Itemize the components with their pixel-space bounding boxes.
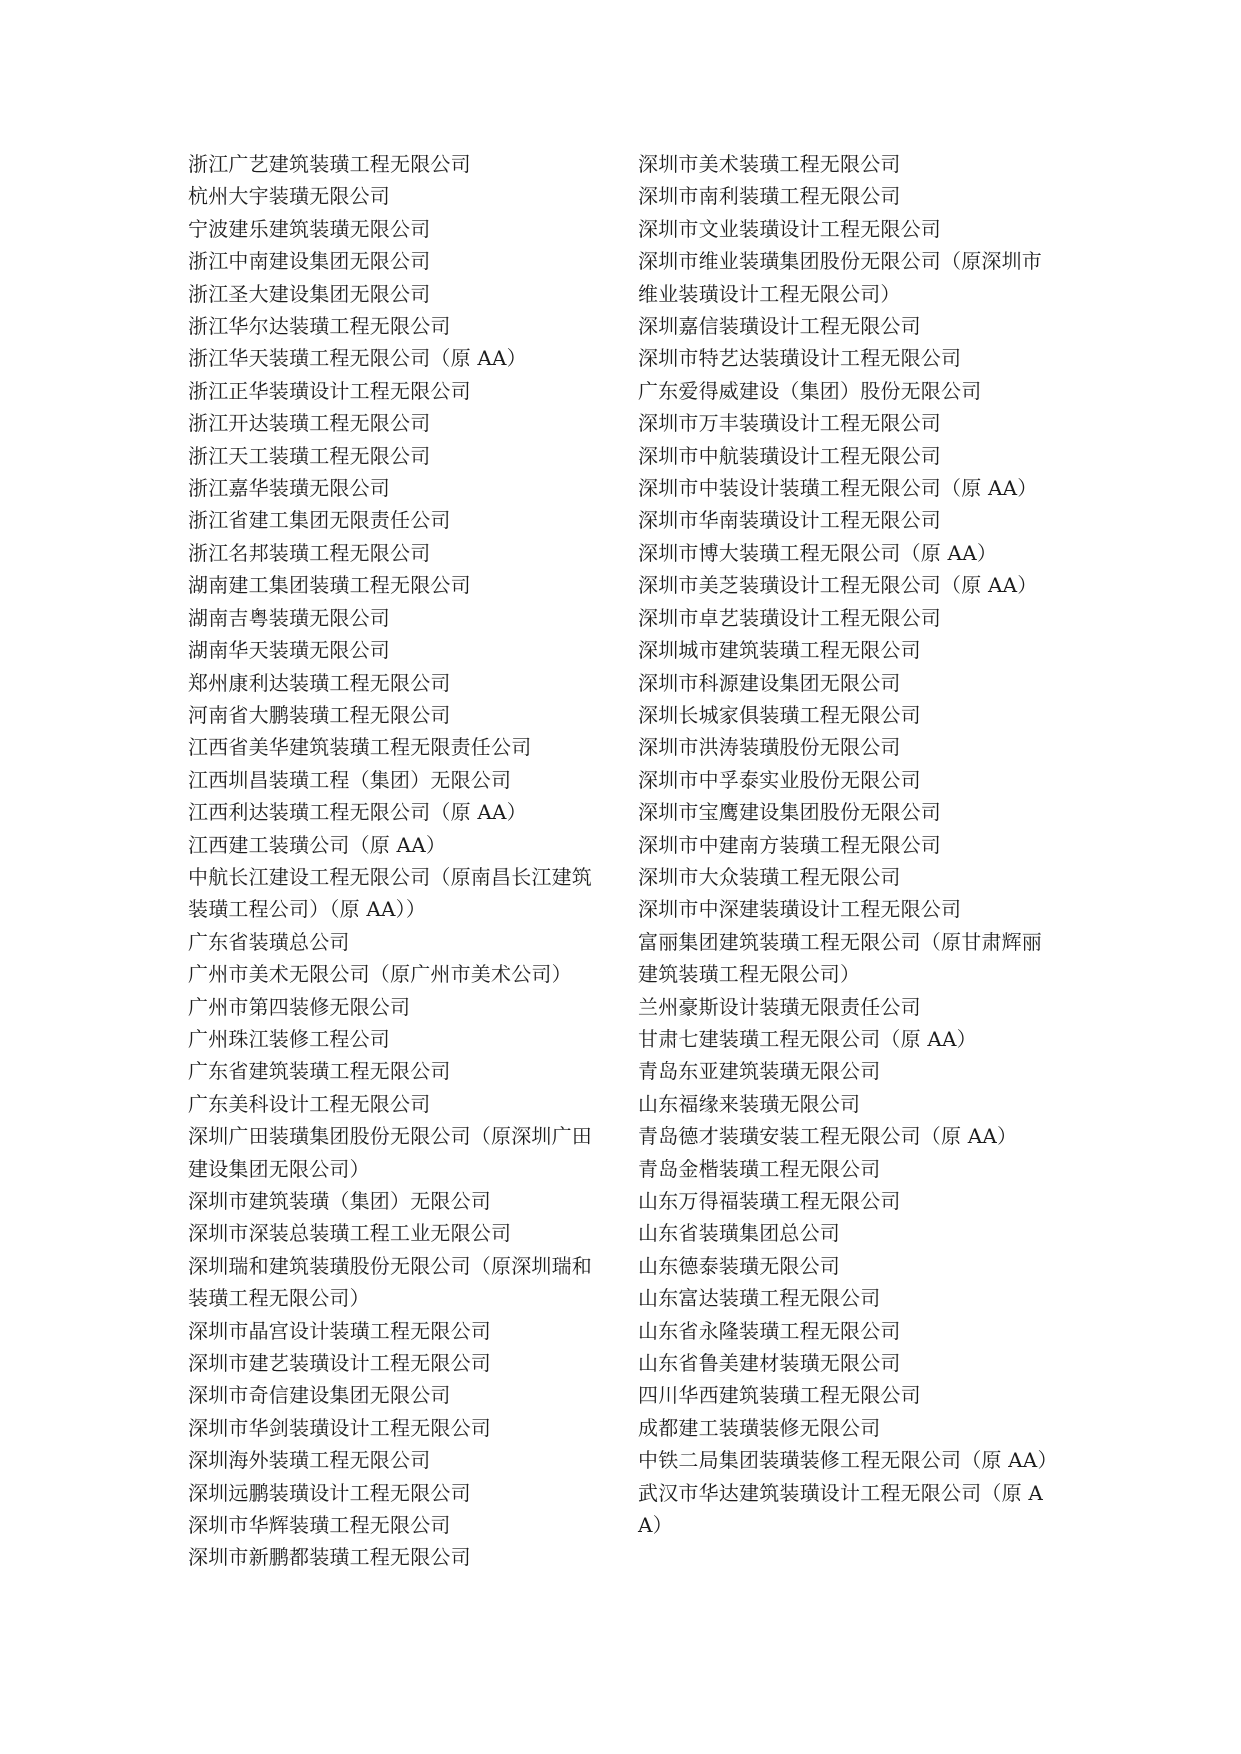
company-entry: 深圳市深装总装璜工程工业无限公司: [188, 1221, 512, 1246]
company-entry: 宁波建乐建筑装璜无限公司: [188, 216, 431, 241]
company-entry: 武汉市华达建筑装璜设计工程无限公司（原 AA）: [638, 1480, 1044, 1538]
company-entry: 深圳市卓艺装璜设计工程无限公司: [638, 605, 941, 630]
company-entry: 深圳广田装璜集团股份无限公司（原深圳广田建设集团无限公司）: [188, 1124, 592, 1181]
company-entry: 山东省鲁美建材装璜无限公司: [638, 1351, 901, 1376]
company-entry: 浙江名邦装璜工程无限公司: [188, 540, 431, 565]
company-entry: 深圳嘉信装璜设计工程无限公司: [638, 314, 921, 339]
company-entry: 郑州康利达装璜工程无限公司: [188, 670, 451, 695]
company-entry: 浙江华天装璜工程无限公司（原 AA）: [188, 346, 527, 371]
company-entry: 深圳市美芝装璜设计工程无限公司（原 AA）: [638, 573, 1038, 598]
company-entry: 广州市第四装修无限公司: [188, 994, 411, 1019]
company-entry: 广东省装璜总公司: [188, 929, 350, 954]
company-entry: 兰州豪斯设计装璜无限责任公司: [638, 994, 921, 1019]
company-entry: 深圳市洪涛装璜股份无限公司: [638, 735, 901, 760]
company-entry: 湖南吉粤装璜无限公司: [188, 605, 390, 630]
company-entry: 江西利达装璜工程无限公司（原 AA）: [188, 800, 527, 825]
company-entry: 深圳市建艺装璜设计工程无限公司: [188, 1351, 491, 1376]
company-entry: 浙江广艺建筑装璜工程无限公司: [188, 152, 471, 176]
company-entry: 成都建工装璜装修无限公司: [638, 1415, 881, 1440]
company-entry: 山东万得福装璜工程无限公司: [638, 1189, 901, 1213]
company-entry: 河南省大鹏装璜工程无限公司: [188, 702, 451, 727]
company-entry: 深圳市中建南方装璜工程无限公司: [638, 832, 941, 857]
company-entry: 甘肃七建装璜工程无限公司（原 AA）: [638, 1026, 977, 1051]
company-entry: 浙江嘉华装璜无限公司: [188, 476, 390, 501]
company-entry: 深圳市万丰装璜设计工程无限公司: [638, 411, 941, 436]
company-entry: 江西建工装璜公司（原 AA）: [188, 832, 447, 857]
company-entry: 山东省装璜集团总公司: [638, 1221, 840, 1246]
company-entry: 深圳市科源建设集团无限公司: [638, 670, 901, 695]
company-entry: 山东福缘来装璜无限公司: [638, 1091, 861, 1116]
company-entry: 深圳市中航装璜设计工程无限公司: [638, 443, 941, 468]
company-entry: 广东省建筑装璜工程无限公司: [188, 1059, 451, 1084]
company-entry: 深圳市博大装璜工程无限公司（原 AA）: [638, 540, 998, 565]
company-entry: 深圳长城家俱装璜工程无限公司: [638, 702, 921, 727]
company-entry: 浙江圣大建设集团无限公司: [188, 281, 431, 306]
company-entry: 湖南建工集团装璜工程无限公司: [188, 573, 471, 598]
company-entry: 深圳市奇信建设集团无限公司: [188, 1383, 451, 1408]
company-entry: 深圳市特艺达装璜设计工程无限公司: [638, 346, 962, 371]
company-entry: 深圳市华辉装璜工程无限公司: [188, 1513, 451, 1538]
company-entry: 深圳远鹏装璜设计工程无限公司: [188, 1480, 471, 1505]
company-entry: 广东爱得威建设（集团）股份无限公司: [638, 378, 982, 403]
company-entry: 广州市美术无限公司（原广州市美术公司）: [188, 962, 572, 987]
company-entry: 湖南华天装璜无限公司: [188, 638, 390, 663]
company-entry: 深圳市中装设计装璜工程无限公司（原 AA）: [638, 476, 1038, 501]
company-entry: 青岛金楷装璜工程无限公司: [638, 1156, 881, 1181]
company-entry: 山东富达装璜工程无限公司: [638, 1286, 881, 1311]
company-entry: 浙江正华装璜设计工程无限公司: [188, 378, 471, 403]
company-entry: 中航长江建设工程无限公司（原南昌长江建筑装璜工程公司）（原 AA））: [188, 864, 592, 922]
company-entry: 江西省美华建筑装璜工程无限责任公司: [188, 735, 532, 760]
company-entry: 江西圳昌装璜工程（集团）无限公司: [188, 767, 512, 792]
company-entry: 深圳瑞和建筑装璜股份无限公司（原深圳瑞和装璜工程无限公司）: [188, 1253, 592, 1311]
company-entry: 深圳市中孚泰实业股份无限公司: [638, 767, 921, 792]
company-entry: 浙江开达装璜工程无限公司: [188, 411, 431, 436]
company-entry: 深圳市新鹏都装璜工程无限公司: [188, 1545, 471, 1570]
company-list-right: [638, 148, 1058, 1541]
company-entry: 青岛东亚建筑装璜无限公司: [638, 1059, 881, 1084]
company-entry: 深圳市美术装璜工程无限公司: [638, 152, 901, 176]
company-entry: 深圳市华剑装璜设计工程无限公司: [188, 1415, 491, 1440]
company-entry: 深圳海外装璜工程无限公司: [188, 1448, 431, 1473]
company-entry: 深圳市大众装璜工程无限公司: [638, 864, 901, 889]
company-entry: 富丽集团建筑装璜工程无限公司（原甘肃辉丽建筑装璜工程无限公司）: [638, 929, 1042, 987]
company-entry: 深圳市文业装璜设计工程无限公司: [638, 216, 941, 241]
company-entry: 深圳城市建筑装璜工程无限公司: [638, 638, 921, 663]
company-entry: 深圳市建筑装璜（集团）无限公司: [188, 1189, 491, 1213]
company-entry: 深圳市维业装璜集团股份无限公司（原深圳市维业装璜设计工程无限公司）: [638, 249, 1042, 306]
company-entry: 广州珠江装修工程公司: [188, 1026, 390, 1051]
company-entry: 浙江中南建设集团无限公司: [188, 249, 431, 274]
company-entry: 深圳市晶宫设计装璜工程无限公司: [188, 1318, 491, 1343]
company-entry: 浙江天工装璜工程无限公司: [188, 443, 431, 468]
company-entry: 青岛德才装璜安装工程无限公司（原 AA）: [638, 1124, 1018, 1149]
company-entry: 浙江华尔达装璜工程无限公司: [188, 314, 451, 339]
company-entry: 四川华西建筑装璜工程无限公司: [638, 1383, 921, 1408]
company-entry: 深圳市中深建装璜设计工程无限公司: [638, 897, 962, 922]
company-entry: 深圳市宝鹰建设集团股份无限公司: [638, 800, 941, 825]
company-entry: 山东德泰装璜无限公司: [638, 1253, 840, 1278]
company-entry: 浙江省建工集团无限责任公司: [188, 508, 451, 533]
company-entry: 杭州大宇装璜无限公司: [188, 184, 390, 209]
company-entry: 山东省永隆装璜工程无限公司: [638, 1318, 901, 1343]
company-entry: 中铁二局集团装璜装修工程无限公司（原 AA）: [638, 1448, 1058, 1473]
company-list-left: [188, 148, 608, 1574]
company-entry: 广东美科设计工程无限公司: [188, 1091, 431, 1116]
company-entry: 深圳市南利装璜工程无限公司: [638, 184, 901, 209]
company-entry: 深圳市华南装璜设计工程无限公司: [638, 508, 941, 533]
